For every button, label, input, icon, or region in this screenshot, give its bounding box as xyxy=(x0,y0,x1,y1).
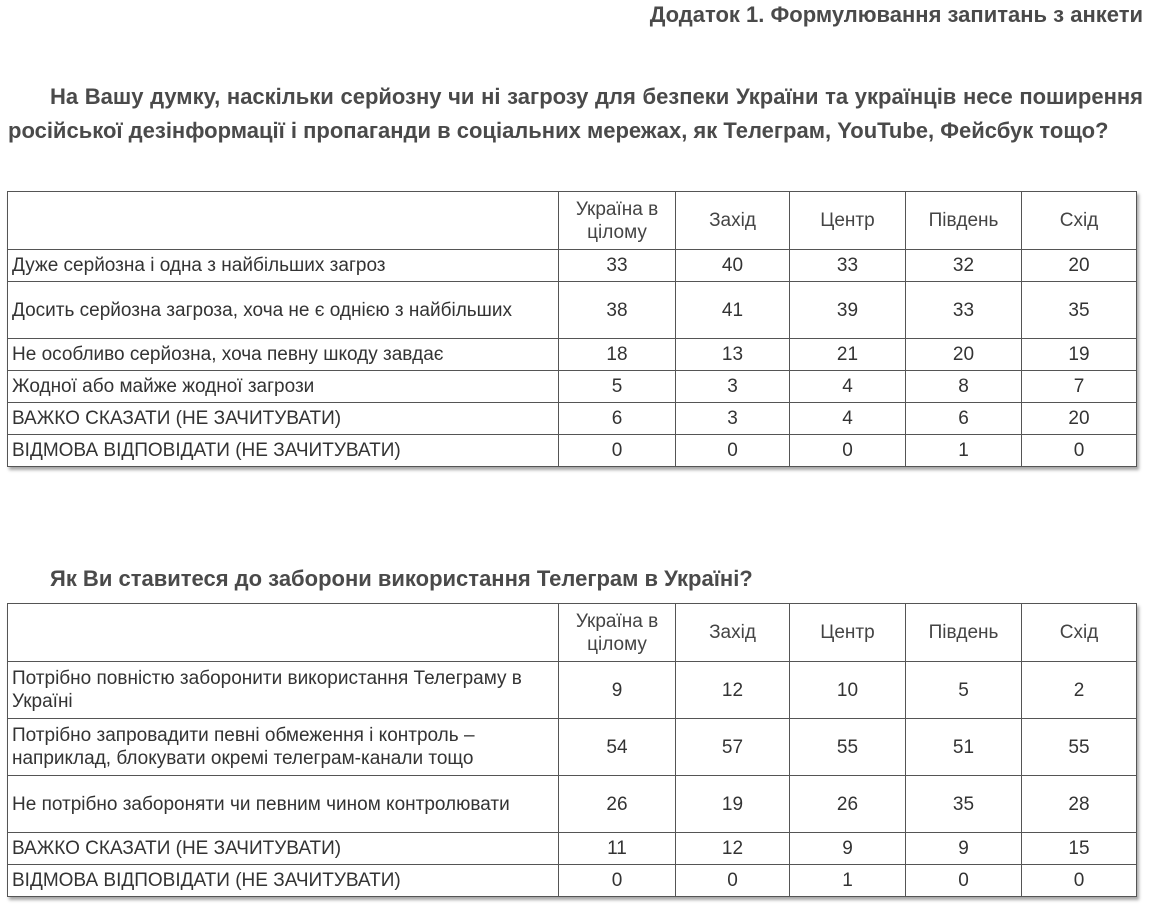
cell-value: 15 xyxy=(1022,833,1137,865)
cell-value: 5 xyxy=(906,662,1022,719)
cell-value: 33 xyxy=(559,250,676,282)
cell-value: 0 xyxy=(906,865,1022,897)
cell-value: 55 xyxy=(790,719,906,776)
cell-value: 57 xyxy=(676,719,790,776)
cell-value: 33 xyxy=(790,250,906,282)
cell-value: 41 xyxy=(676,282,790,339)
cell-value: 19 xyxy=(1022,339,1137,371)
cell-value: 0 xyxy=(1022,865,1137,897)
column-header-center: Центр xyxy=(790,604,906,662)
cell-value: 6 xyxy=(559,403,676,435)
row-label: ВІДМОВА ВІДПОВІДАТИ (НЕ ЗАЧИТУВАТИ) xyxy=(8,435,559,467)
question-2-text: Як Ви ставитеся до заборони використання Телеграм в Україні? xyxy=(50,566,753,591)
cell-value: 51 xyxy=(906,719,1022,776)
cell-value: 9 xyxy=(906,833,1022,865)
row-label: ВАЖКО СКАЗАТИ (НЕ ЗАЧИТУВАТИ) xyxy=(8,833,559,865)
table-row xyxy=(8,435,1137,467)
table-row xyxy=(8,282,1137,339)
cell-value: 4 xyxy=(790,403,906,435)
appendix-title: Додаток 1. Формулювання запитань з анкети xyxy=(649,2,1143,27)
cell-value: 38 xyxy=(559,282,676,339)
cell-value: 9 xyxy=(559,662,676,719)
row-label: Жодної або майже жодної загрози xyxy=(8,371,559,403)
cell-value: 12 xyxy=(676,662,790,719)
threat-assessment-table xyxy=(7,191,1137,467)
column-header-west: Захід xyxy=(676,604,790,662)
cell-value: 0 xyxy=(1022,435,1137,467)
column-header-east: Схід xyxy=(1022,192,1137,250)
row-label: Досить серйозна загроза, хоча не є однією з найбільших xyxy=(8,282,559,339)
cell-value: 19 xyxy=(676,776,790,833)
cell-value: 0 xyxy=(676,865,790,897)
cell-value: 7 xyxy=(1022,371,1137,403)
row-label: Потрібно повністю заборонити використання Телеграму в Україні xyxy=(8,662,559,719)
table-row xyxy=(8,250,1137,282)
cell-value: 21 xyxy=(790,339,906,371)
column-header-center: Центр xyxy=(790,192,906,250)
row-label: Дуже серйозна і одна з найбільших загроз xyxy=(8,250,559,282)
cell-value: 6 xyxy=(906,403,1022,435)
cell-value: 1 xyxy=(790,865,906,897)
table-row xyxy=(8,833,1137,865)
header-empty-cell xyxy=(8,604,559,662)
table-header-row xyxy=(8,604,1137,662)
table-row xyxy=(8,719,1137,776)
telegram-ban-table xyxy=(7,603,1137,897)
question-1-text: На Вашу думку, наскільки серйозну чи ні загрозу для безпеки України та українців несе поширення російської дезінформації і пропаганди в соціальних мережах, як Телеграм, YouTube, Фейсбук тощо? xyxy=(8,84,1143,143)
cell-value: 2 xyxy=(1022,662,1137,719)
table-row xyxy=(8,776,1137,833)
cell-value: 9 xyxy=(790,833,906,865)
column-header-west: Захід xyxy=(676,192,790,250)
cell-value: 39 xyxy=(790,282,906,339)
cell-value: 0 xyxy=(559,435,676,467)
row-label: ВАЖКО СКАЗАТИ (НЕ ЗАЧИТУВАТИ) xyxy=(8,403,559,435)
column-header-south: Південь xyxy=(906,604,1022,662)
column-header-ukraine: Україна в цілому xyxy=(559,192,676,250)
cell-value: 11 xyxy=(559,833,676,865)
column-header-south: Південь xyxy=(906,192,1022,250)
header-empty-cell xyxy=(8,192,559,250)
cell-value: 33 xyxy=(906,282,1022,339)
cell-value: 18 xyxy=(559,339,676,371)
cell-value: 13 xyxy=(676,339,790,371)
row-label: Не потрібно забороняти чи певним чином контролювати xyxy=(8,776,559,833)
cell-value: 20 xyxy=(1022,403,1137,435)
column-header-east: Схід xyxy=(1022,604,1137,662)
row-label: ВІДМОВА ВІДПОВІДАТИ (НЕ ЗАЧИТУВАТИ) xyxy=(8,865,559,897)
cell-value: 26 xyxy=(790,776,906,833)
cell-value: 0 xyxy=(559,865,676,897)
cell-value: 32 xyxy=(906,250,1022,282)
cell-value: 20 xyxy=(906,339,1022,371)
table-row xyxy=(8,865,1137,897)
cell-value: 10 xyxy=(790,662,906,719)
cell-value: 1 xyxy=(906,435,1022,467)
table-row xyxy=(8,371,1137,403)
cell-value: 12 xyxy=(676,833,790,865)
cell-value: 5 xyxy=(559,371,676,403)
cell-value: 55 xyxy=(1022,719,1137,776)
table-header-row xyxy=(8,192,1137,250)
row-label: Не особливо серйозна, хоча певну шкоду завдає xyxy=(8,339,559,371)
cell-value: 20 xyxy=(1022,250,1137,282)
cell-value: 26 xyxy=(559,776,676,833)
cell-value: 35 xyxy=(1022,282,1137,339)
cell-value: 35 xyxy=(906,776,1022,833)
cell-value: 0 xyxy=(790,435,906,467)
table-row xyxy=(8,339,1137,371)
cell-value: 54 xyxy=(559,719,676,776)
cell-value: 40 xyxy=(676,250,790,282)
table-row xyxy=(8,403,1137,435)
column-header-ukraine: Україна в цілому xyxy=(559,604,676,662)
cell-value: 28 xyxy=(1022,776,1137,833)
cell-value: 3 xyxy=(676,371,790,403)
row-label: Потрібно запровадити певні обмеження і контроль – наприклад, блокувати окремі телеграм-канали тощо xyxy=(8,719,559,776)
table-row xyxy=(8,662,1137,719)
cell-value: 3 xyxy=(676,403,790,435)
cell-value: 4 xyxy=(790,371,906,403)
cell-value: 8 xyxy=(906,371,1022,403)
cell-value: 0 xyxy=(676,435,790,467)
